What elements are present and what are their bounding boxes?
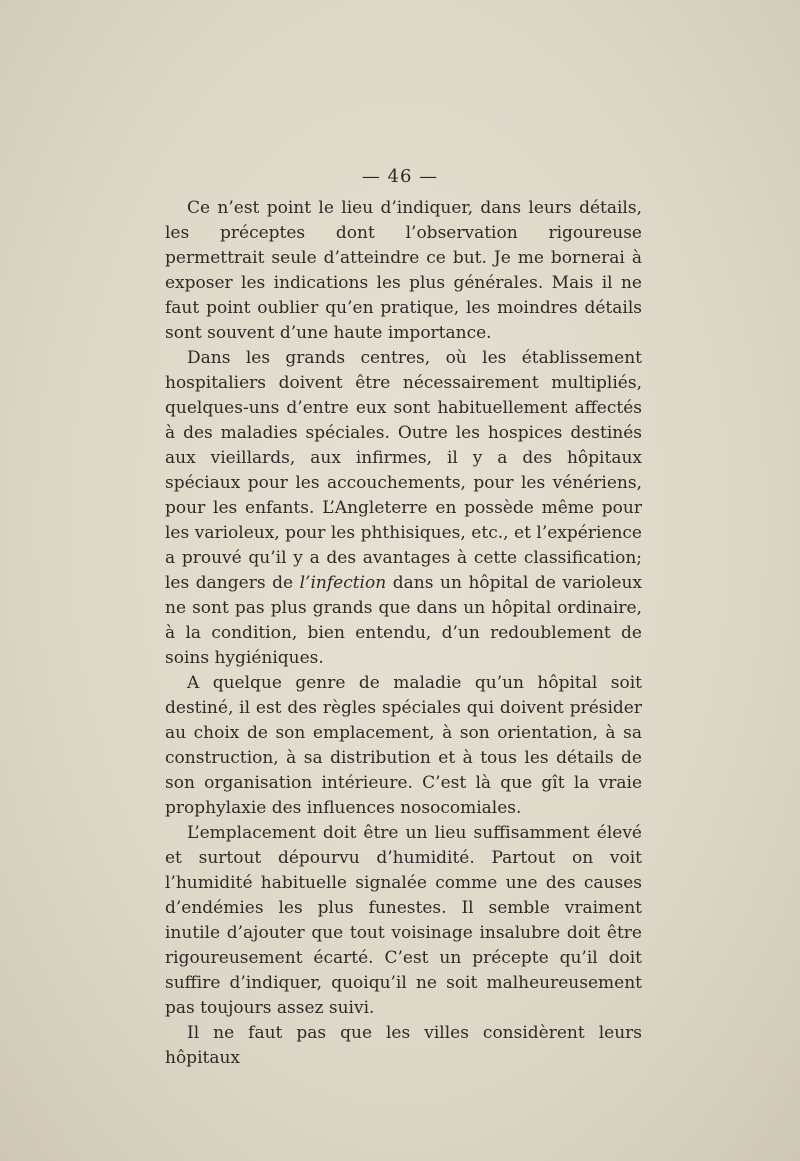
paragraph-5: Il ne faut pas que les villes considèrent leurs hôpitaux [165, 1023, 642, 1068]
italic-term: l’infection [299, 573, 387, 593]
paragraph-3: A quelque genre de maladie qu’un hôpital soit destiné, il est des règles spéciales qui doivent présider au choix de son emplacement, à son orientation, à sa construction, à sa distribution et à tous les détails de son organisation intérieure. C’est là que gît la vraie prophylaxie des influences nosocomiales. [165, 673, 642, 818]
paragraph-2-start: Dans les grands centres, où les établissement hospitaliers doivent être nécessairement multipliés, quelques-uns d’entre eux sont habituellement affectés à des maladies spéciales. Outre les hospices destinés aux vieillards, aux infirmes, il y a des hôpitaux spéciaux pour les accouchements, pour les vénériens, pour les enfants. L’Angleterre en possède même pour les varioleux, pour les phthisiques, etc., et l’expérience a prouvé qu’il y a des avantages à cette classification; les dangers de [165, 348, 642, 593]
paragraph-1: Ce n’est point le lieu d’indiquer, dans leurs détails, les préceptes dont l’observation rigoureuse permettrait seule d’atteindre ce but. Je me bornerai à exposer les indications les plus générales. Mais il ne faut point oublier qu’en pratique, les moindres détails sont souvent d’une haute importance. [165, 198, 642, 343]
body-text [165, 196, 642, 1071]
page-number: — 46 — [361, 166, 439, 187]
paragraph-4: L’emplacement doit être un lieu suffisamment élevé et surtout dépourvu d’humidité. Partout on voit l’humidité habituelle signalée comme une des causes d’endémies les plus funestes. Il semble vraiment inutile d’ajouter que tout voisinage insalubre doit être rigoureusement écarté. C’est un précepte qu’il doit suffire d’indiquer, quoiqu’il ne soit malheureusement pas toujours assez suivi. [165, 823, 642, 1018]
paragraph-2-end: dans un hôpital de varioleux ne sont pas plus grands que dans un hôpital ordinaire, à la condition, bien entendu, d’un redoublement de soins hygiéniques. [165, 573, 643, 668]
paragraph-2 [165, 346, 642, 671]
